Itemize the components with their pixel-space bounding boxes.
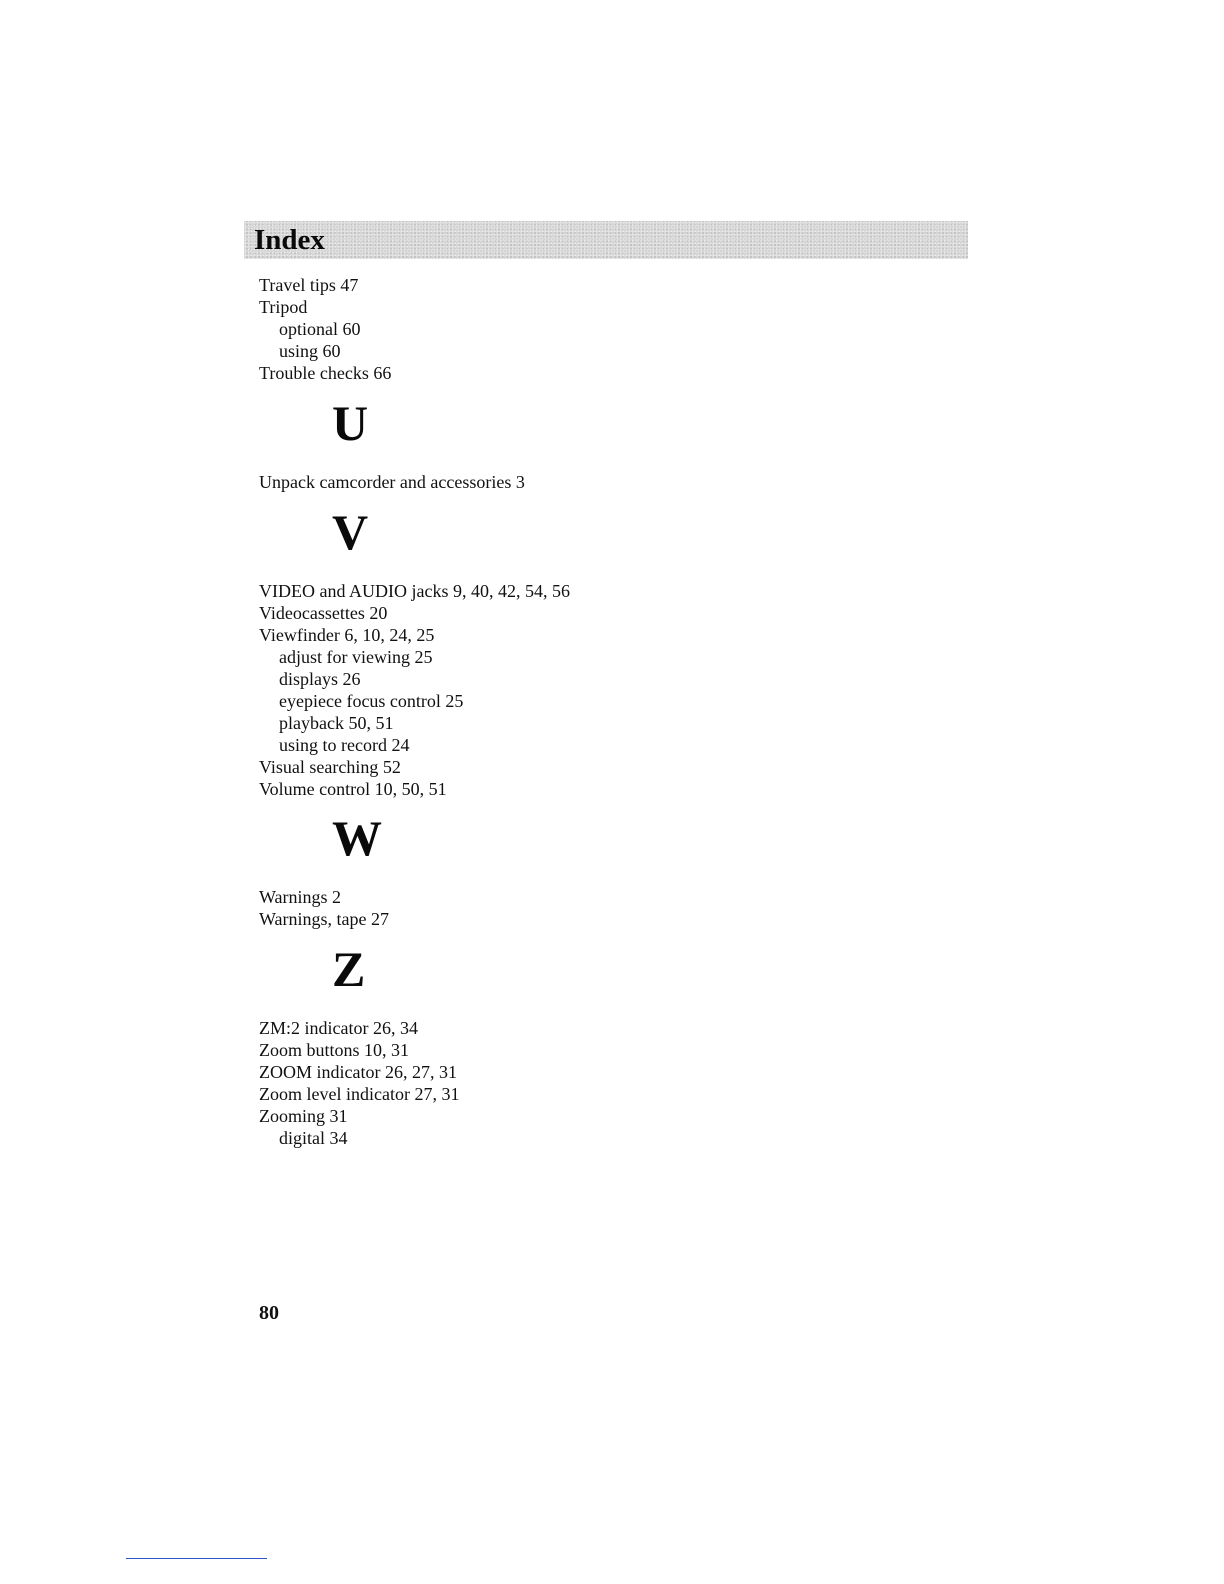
- index-entry: Warnings, tape 27: [259, 909, 390, 929]
- index-entry: ZOOM indicator 26, 27, 31: [259, 1062, 457, 1082]
- section-letter-w: W: [332, 810, 382, 866]
- index-section-t: [259, 274, 391, 384]
- index-section-w: [259, 886, 389, 930]
- index-entry: Zoom level indicator 27, 31: [259, 1084, 460, 1104]
- section-letter-z: Z: [332, 941, 366, 997]
- index-subentry: playback 50, 51: [279, 713, 394, 733]
- index-entry: Tripod: [259, 297, 308, 317]
- index-section-v: [259, 580, 570, 800]
- index-entry: Travel tips 47: [259, 275, 359, 295]
- index-entry: Zoom buttons 10, 31: [259, 1040, 410, 1060]
- index-subentry: using to record 24: [279, 735, 410, 755]
- page-number: 80: [259, 1302, 279, 1324]
- index-entry: Visual searching 52: [259, 757, 401, 777]
- index-subentry: using 60: [279, 341, 341, 361]
- index-header-bar: [244, 221, 968, 259]
- section-letter-u: U: [332, 395, 369, 451]
- page-title: Index: [254, 224, 325, 256]
- section-letter-v: V: [332, 504, 369, 560]
- index-subentry: optional 60: [279, 319, 361, 339]
- index-entry: Zooming 31: [259, 1106, 348, 1126]
- index-entry: VIDEO and AUDIO jacks 9, 40, 42, 54, 56: [259, 581, 570, 601]
- index-subentry: eyepiece focus control 25: [279, 691, 464, 711]
- footer-rule: [126, 1558, 267, 1559]
- index-entry: Videocassettes 20: [259, 603, 388, 623]
- index-subentry: displays 26: [279, 669, 361, 689]
- index-subentry: adjust for viewing 25: [279, 647, 433, 667]
- index-entry: ZM:2 indicator 26, 34: [259, 1018, 418, 1038]
- index-section-z: [259, 1017, 459, 1149]
- index-entry: Trouble checks 66: [259, 363, 392, 383]
- index-entry: Warnings 2: [259, 887, 342, 907]
- index-entry: Unpack camcorder and accessories 3: [259, 472, 525, 492]
- index-subentry: digital 34: [279, 1128, 348, 1148]
- index-section-u: [259, 471, 525, 493]
- index-entry: Viewfinder 6, 10, 24, 25: [259, 625, 435, 645]
- index-entry: Volume control 10, 50, 51: [259, 779, 447, 799]
